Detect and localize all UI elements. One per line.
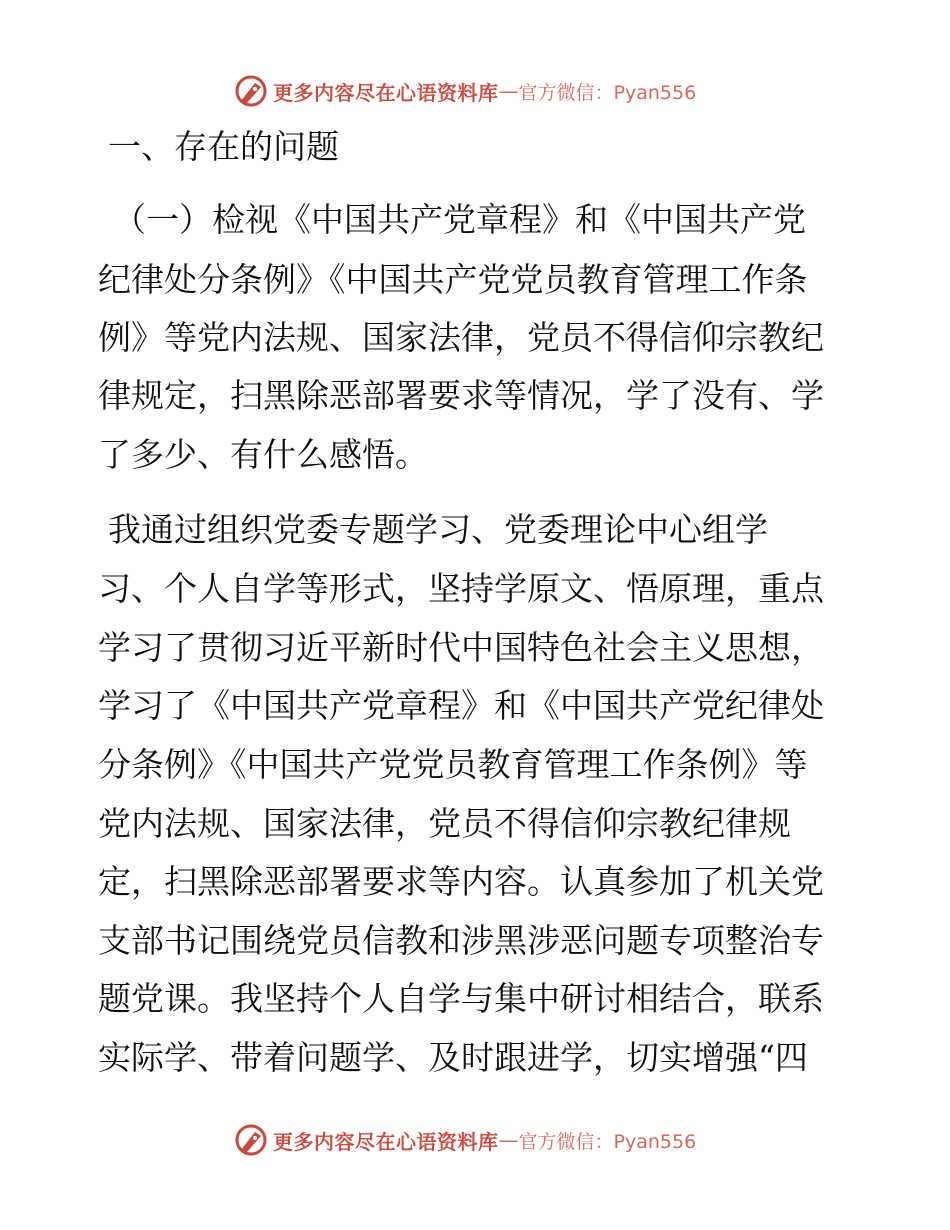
section-heading: 一、存在的问题 xyxy=(108,127,339,166)
paragraph-line: 题党课。我坚持个人自学与集中研讨相结合，联系 xyxy=(98,979,824,1018)
watermark-slogan: 更多内容尽在心语资料库 xyxy=(273,80,499,105)
paragraph-line: 分条例》《中国共产党党员教育管理工作条例》等 xyxy=(98,745,808,784)
watermark-separator: — xyxy=(498,1128,519,1152)
paragraph-line: 了多少、有什么感悟。 xyxy=(98,435,428,474)
paragraph-line: 纪律处分条例》《中国共产党党员教育管理工作条 xyxy=(98,260,808,299)
paragraph-line: 习、个人自学等形式，坚持学原文、悟原理，重点 xyxy=(98,569,824,608)
paragraph-line: 实际学、带着问题学、及时跟进学，切实增强“四 xyxy=(98,1038,808,1077)
watermark-wechat: 官方微信：Pyan556 xyxy=(518,1130,697,1153)
watermark-slogan: 更多内容尽在心语资料库 xyxy=(273,1129,499,1154)
pen-nib-circle-icon xyxy=(233,1122,269,1158)
paragraph-line: 例》等党内法规、国家法律，党员不得信仰宗教纪 xyxy=(98,318,824,357)
paragraph-line: 我通过组织党委专题学习、党委理论中心组学 xyxy=(108,510,768,549)
header-watermark xyxy=(233,71,696,111)
paragraph-line: 学习了《中国共产党章程》和《中国共产党纪律处 xyxy=(98,686,824,725)
paragraph-line: 党内法规、国家法律，党员不得信仰宗教纪律规 xyxy=(98,804,791,843)
pen-nib-circle-icon xyxy=(233,73,269,109)
paragraph-line: （一）检视《中国共产党章程》和《中国共产党 xyxy=(113,200,806,239)
footer-watermark xyxy=(233,1120,696,1160)
paragraph-line: 定，扫黑除恶部署要求等内容。认真参加了机关党 xyxy=(98,862,824,901)
paragraph-line: 支部书记围绕党员信教和涉黑涉恶问题专项整治专 xyxy=(98,921,824,960)
watermark-separator: — xyxy=(498,79,519,103)
watermark-wechat: 官方微信：Pyan556 xyxy=(518,81,697,104)
paragraph-line: 律规定，扫黑除恶部署要求等情况，学了没有、学 xyxy=(98,376,824,415)
paragraph-line: 学习了贯彻习近平新时代中国特色社会主义思想， xyxy=(98,628,824,667)
